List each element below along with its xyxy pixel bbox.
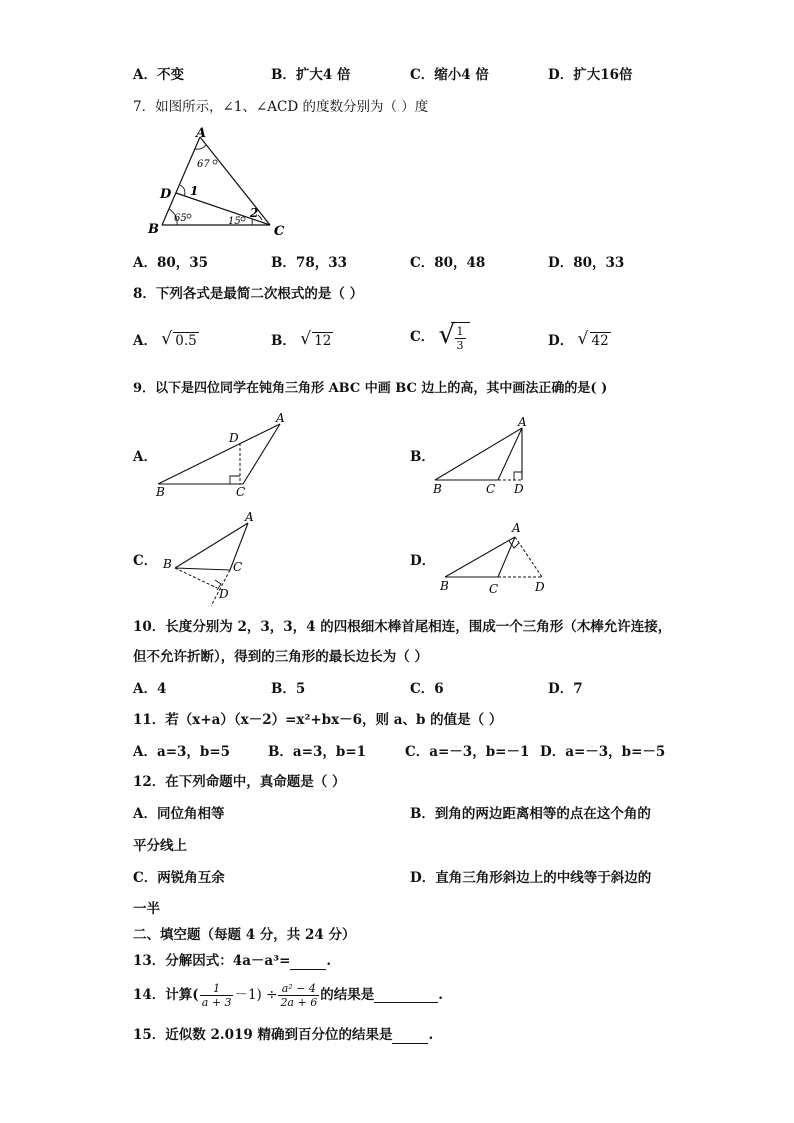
q8-option-b: [271, 329, 333, 350]
sqrt-expression: [577, 329, 611, 350]
q12-option-d-cont: 一半: [133, 901, 160, 917]
q7-option-a: [133, 254, 208, 272]
answer-blank[interactable]: [374, 988, 438, 1003]
degree-mark: [213, 160, 217, 164]
q12-option-c: [133, 869, 225, 887]
option-text: 80，33: [573, 255, 625, 271]
q11-option-b: [268, 743, 366, 761]
dashed-segment: [515, 537, 542, 577]
section-heading: 二、填空题（每题 4 分，共 24 分）: [133, 927, 356, 943]
q9-figure-d: [430, 515, 560, 600]
answer-blank[interactable]: [392, 1029, 428, 1044]
option-letter: A．: [133, 67, 157, 83]
option-letter: A．: [133, 333, 157, 349]
edge-ca: [498, 537, 515, 577]
q9-figure-a: [150, 410, 300, 500]
radicand: 0.5: [175, 333, 197, 349]
q8-option-a: [133, 329, 199, 350]
q7-option-c: [410, 254, 485, 272]
option-letter: D．: [548, 67, 574, 83]
edge-ab: [162, 137, 200, 225]
q14-stem: [133, 980, 443, 1010]
q10-stem-line1: [133, 618, 671, 636]
label-d: D: [219, 587, 229, 601]
question-number: 11．: [133, 712, 166, 728]
label-a: A: [276, 411, 285, 425]
option-letter: C．: [410, 329, 435, 345]
fraction: [455, 325, 466, 352]
label-d: D: [229, 431, 239, 445]
q9-option-b-letter: B．: [410, 449, 435, 465]
option-letter: D．: [548, 255, 574, 271]
sqrt-icon: √: [300, 329, 312, 349]
denominator: a + 3: [201, 996, 232, 1009]
q12-option-b-cont: 平分线上: [133, 838, 187, 854]
sqrt-expression: [300, 329, 333, 350]
question-text: 下列各式是最简二次根式的是（ ）: [155, 286, 364, 302]
option-letter: B．: [271, 333, 296, 349]
q13-stem: [133, 952, 331, 970]
q15-stem: [133, 1026, 433, 1044]
q10-option-a: [133, 680, 166, 698]
label-angle-2: 2: [250, 206, 259, 220]
question-number: 7．: [133, 99, 156, 115]
question-number: 15．: [133, 1027, 166, 1043]
q9-figure-b: [425, 410, 545, 500]
sqrt-icon: √: [438, 320, 456, 350]
edge-bc: [175, 568, 230, 570]
fraction-2: [278, 982, 319, 1009]
option-text: 不变: [156, 67, 184, 83]
q8-option-d: [548, 329, 611, 350]
label-c: C: [233, 560, 243, 574]
question-text: 长度分别为 2，3，3，4 的四根细木棒首尾相连，围成一个三角形（木棒允许连接，: [165, 619, 672, 635]
option-text: 78，33: [295, 255, 347, 271]
denominator: 2a + 6: [280, 996, 318, 1009]
label-a: A: [512, 521, 521, 535]
question-number: 9．: [133, 381, 156, 396]
question-number: 10．: [133, 619, 166, 635]
label-d: D: [514, 482, 524, 496]
edge-ba: [445, 537, 515, 577]
question-text: 如图所示，∠1、∠ACD 的度数分别为（ ）度: [155, 99, 429, 115]
label-d: D: [535, 580, 545, 594]
right-angle-mark: [514, 472, 522, 480]
option-letter: D．: [410, 870, 436, 886]
q8-stem: [133, 285, 363, 303]
numerator: 1: [200, 982, 234, 996]
option-letter: A．: [133, 744, 157, 760]
question-end: .: [326, 953, 332, 969]
radicand: 12: [314, 333, 332, 349]
label-b: B: [440, 579, 449, 593]
option-text: 4: [156, 681, 167, 697]
option-letter: B．: [271, 255, 296, 271]
option-letter: D．: [548, 681, 574, 697]
label-a: A: [245, 510, 254, 524]
question-text: 的结果是: [320, 987, 375, 1003]
option-text: 到角的两边距离相等的点在这个角的: [434, 806, 651, 822]
option-text: 扩大4 倍: [295, 67, 351, 83]
radicand: 42: [591, 333, 609, 349]
option-letter: D．: [540, 744, 566, 760]
label-b: B: [433, 482, 442, 496]
option-text: 6: [434, 681, 444, 697]
label-angle-1: 1: [190, 184, 199, 198]
option-text: 80，48: [434, 255, 486, 271]
label-67: 67: [197, 159, 210, 170]
expression-mid: －1) ÷: [234, 987, 278, 1003]
question-end: .: [428, 1027, 434, 1043]
degree-mark: [241, 217, 245, 221]
label-a: A: [518, 415, 527, 429]
label-a: A: [196, 126, 207, 141]
q10-option-c: [410, 680, 444, 698]
option-letter: A．: [133, 681, 157, 697]
answer-blank[interactable]: [290, 955, 326, 970]
q10-stem-line2: 但不允许折断），得到的三角形的最长边长为（ ）: [133, 649, 428, 665]
q12-option-a: [133, 805, 224, 823]
q6-option-d: [548, 66, 633, 84]
q9-option-c-letter: C．: [133, 553, 158, 569]
question-number: 12．: [133, 774, 166, 790]
sqrt-icon: √: [577, 329, 589, 349]
q9-stem: [133, 380, 607, 398]
label-65: 65: [174, 213, 187, 224]
edge-ac: [200, 137, 270, 225]
q9-option-d-letter: D．: [410, 553, 436, 569]
option-text: 同位角相等: [156, 806, 225, 822]
option-letter: B．: [268, 744, 293, 760]
question-text: 若（x+a）（x－2）=x²+bx－6，则 a、b 的值是（ ）: [165, 712, 503, 728]
q7-option-d: [548, 254, 624, 272]
question-text: 近似数 2.019 精确到百分位的结果是: [165, 1027, 393, 1043]
q7-stem: [133, 98, 428, 116]
q10-option-d: [548, 680, 583, 698]
numerator: 1: [456, 325, 464, 338]
q11-option-c: [405, 743, 529, 761]
question-text: 在下列命题中，真命题是（ ）: [165, 774, 346, 790]
q6-option-c: [410, 66, 489, 84]
q6-option-b: [271, 66, 351, 84]
option-letter: C．: [410, 67, 435, 83]
sqrt-icon: √: [161, 329, 173, 349]
label-c: C: [486, 482, 496, 496]
option-letter: A．: [133, 806, 157, 822]
question-end: .: [438, 987, 443, 1003]
label-b: B: [156, 485, 165, 499]
option-letter: D．: [548, 333, 574, 349]
label-b: B: [148, 222, 159, 237]
option-letter: B．: [410, 806, 435, 822]
option-letter: B．: [271, 67, 296, 83]
q12-option-b: [410, 805, 651, 823]
option-text: a=－3，b=－5: [565, 744, 666, 760]
fraction-1: [200, 982, 234, 1009]
dashed-segment: [175, 568, 217, 588]
q12-stem: [133, 773, 346, 791]
option-letter: C．: [405, 744, 430, 760]
q9-figure-c: [155, 508, 275, 608]
sqrt-expression: [161, 329, 198, 350]
label-b: B: [163, 557, 172, 571]
q11-stem: [133, 711, 502, 729]
option-text: a=3，b=1: [292, 744, 367, 760]
q11-option-d: [540, 743, 665, 761]
question-text: 以下是四位同学在钝角三角形 ABC 中画 BC 边上的高，其中画法正确的是( ): [155, 381, 608, 396]
option-text: 两锐角互余: [157, 870, 225, 886]
q6-option-a: [133, 66, 184, 84]
option-text: a=3，b=5: [156, 744, 231, 760]
denominator: 3: [456, 339, 464, 352]
question-text: 分解因式：4a－a³=: [165, 953, 291, 969]
expression-prefix: 计算(: [165, 987, 199, 1003]
q11-option-a: [133, 743, 230, 761]
label-c: C: [236, 485, 246, 499]
sqrt-fraction: [439, 322, 470, 352]
option-text: a=－3，b=－1: [429, 744, 530, 760]
option-letter: B．: [271, 681, 296, 697]
option-text: 缩小4 倍: [434, 67, 489, 83]
option-letter: A．: [133, 255, 157, 271]
option-text: 5: [295, 681, 306, 697]
numerator: a² − 4: [278, 982, 319, 996]
label-c: C: [489, 582, 499, 596]
question-number: 14．: [133, 987, 166, 1003]
option-text: 直角三角形斜边上的中线等于斜边的: [435, 870, 652, 886]
label-d: D: [160, 187, 172, 202]
q8-option-c: [410, 322, 470, 352]
degree-mark: [187, 214, 191, 218]
q7-option-b: [271, 254, 347, 272]
question-number: 8．: [133, 286, 156, 302]
option-text: 扩大16倍: [573, 67, 633, 83]
label-c: C: [274, 224, 285, 239]
option-letter: C．: [410, 681, 435, 697]
option-text: 7: [573, 681, 583, 697]
edge-ba: [435, 428, 522, 480]
q7-figure: [140, 125, 300, 240]
right-angle-mark: [230, 476, 240, 484]
option-letter: C．: [410, 255, 435, 271]
q10-option-b: [271, 680, 305, 698]
question-number: 13．: [133, 953, 166, 969]
q12-option-d: [410, 869, 651, 887]
option-letter: C．: [133, 870, 158, 886]
angle-arc-2: [258, 215, 262, 220]
option-text: 80，35: [156, 255, 209, 271]
label-15: 15: [228, 216, 241, 227]
q9-option-a-letter: A．: [133, 449, 157, 465]
